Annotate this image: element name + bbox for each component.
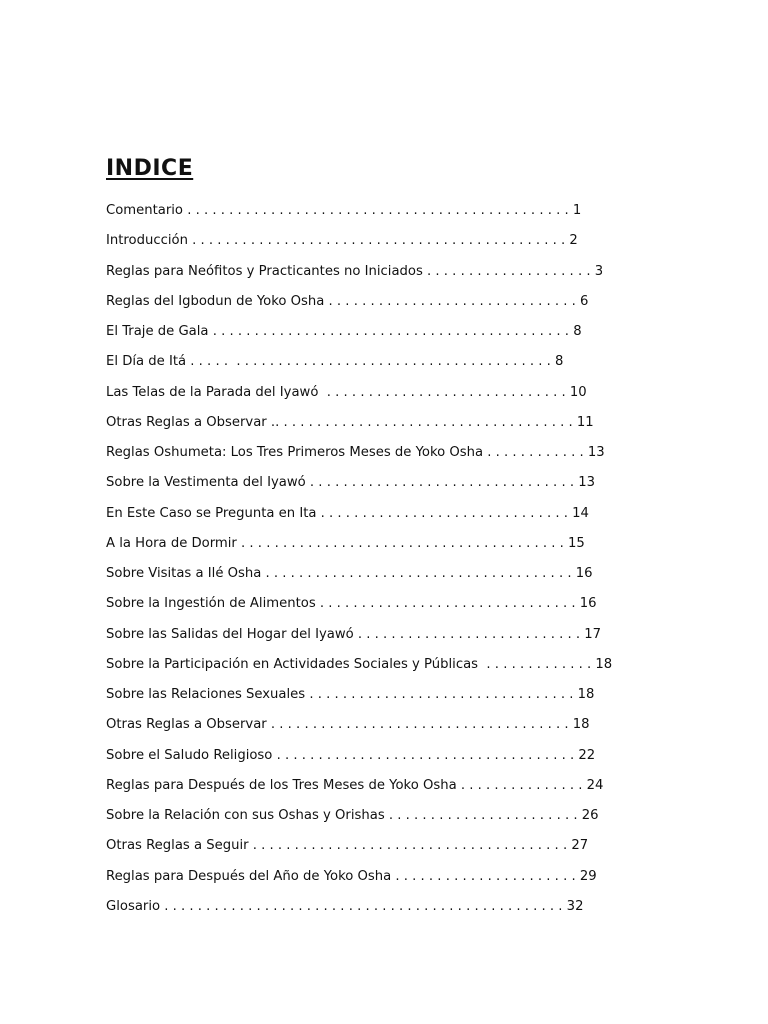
toc-entry: Introducción . . . . . . . . . . . . . . . . . . . . . . . . . . . . . . . . . . . . . . . . . . . . . 2 bbox=[106, 233, 578, 249]
table-of-contents bbox=[106, 200, 706, 926]
toc-entry: El Día de Itá . . . . . . . . . . . . . . . . . . . . . . . . . . . . . . . . . . . . . . . . . . . 8 bbox=[106, 354, 564, 370]
toc-entry: Sobre Visitas a Ilé Osha . . . . . . . . . . . . . . . . . . . . . . . . . . . . . . . . . . . . . 16 bbox=[106, 566, 593, 581]
toc-entry: Otras Reglas a Observar .. . . . . . . . . . . . . . . . . . . . . . . . . . . . . . . . . . . . 11 bbox=[106, 414, 594, 430]
toc-entry: Comentario . . . . . . . . . . . . . . . . . . . . . . . . . . . . . . . . . . . . . . . . . . . . . . 1 bbox=[106, 203, 582, 218]
toc-entry: Sobre la Vestimenta del Iyawó . . . . . . . . . . . . . . . . . . . . . . . . . . . . . . . . 13 bbox=[106, 475, 595, 491]
toc-entry: Reglas Oshumeta: Los Tres Primeros Meses de Yoko Osha . . . . . . . . . . . . 13 bbox=[106, 445, 605, 460]
toc-entry: Reglas para Después de los Tres Meses de Yoko Osha . . . . . . . . . . . . . . . 24 bbox=[106, 777, 604, 793]
toc-entry: Otras Reglas a Observar . . . . . . . . . . . . . . . . . . . . . . . . . . . . . . . . . . . . 18 bbox=[106, 717, 590, 733]
toc-entry: Glosario . . . . . . . . . . . . . . . . . . . . . . . . . . . . . . . . . . . . . . . . . . . . . . . . 32 bbox=[106, 898, 584, 914]
toc-entry: Sobre la Ingestión de Alimentos . . . . . . . . . . . . . . . . . . . . . . . . . . . . . . . 16 bbox=[106, 596, 597, 612]
toc-entry: Sobre el Saludo Religioso . . . . . . . . . . . . . . . . . . . . . . . . . . . . . . . . . . . . 22 bbox=[106, 747, 596, 763]
toc-entry: Reglas para Neófitos y Practicantes no Iniciados . . . . . . . . . . . . . . . . . . . . 3 bbox=[106, 263, 604, 279]
toc-entry: Reglas del Igbodun de Yoko Osha . . . . . . . . . . . . . . . . . . . . . . . . . . . . . . 6 bbox=[106, 293, 589, 309]
toc-entry: Sobre las Salidas del Hogar del Iyawó . . . . . . . . . . . . . . . . . . . . . . . . . . . 17 bbox=[106, 626, 602, 642]
toc-entry: Las Telas de la Parada del Iyawó . . . . . . . . . . . . . . . . . . . . . . . . . . . . . 10 bbox=[106, 384, 587, 400]
toc-entry: En Este Caso se Pregunta en Ita . . . . . . . . . . . . . . . . . . . . . . . . . . . . . . 14 bbox=[106, 505, 589, 521]
toc-entry: Otras Reglas a Seguir . . . . . . . . . . . . . . . . . . . . . . . . . . . . . . . . . . . . . . 27 bbox=[106, 838, 589, 854]
toc-entry: Sobre la Relación con sus Oshas y Orishas . . . . . . . . . . . . . . . . . . . . . . . 26 bbox=[106, 808, 599, 823]
page-title: INDICE bbox=[106, 156, 194, 181]
toc-entry: A la Hora de Dormir . . . . . . . . . . . . . . . . . . . . . . . . . . . . . . . . . . . . . . . 15 bbox=[106, 535, 585, 551]
toc-entry: Sobre las Relaciones Sexuales . . . . . . . . . . . . . . . . . . . . . . . . . . . . . . . . 18 bbox=[106, 687, 595, 702]
toc-entry: Reglas para Después del Año de Yoko Osha . . . . . . . . . . . . . . . . . . . . . . 29 bbox=[106, 868, 597, 884]
toc-entry: El Traje de Gala . . . . . . . . . . . . . . . . . . . . . . . . . . . . . . . . . . . . . . . . . . . 8 bbox=[106, 324, 582, 339]
toc-entry: Sobre la Participación en Actividades Sociales y Públicas . . . . . . . . . . . . . 18 bbox=[106, 656, 613, 672]
